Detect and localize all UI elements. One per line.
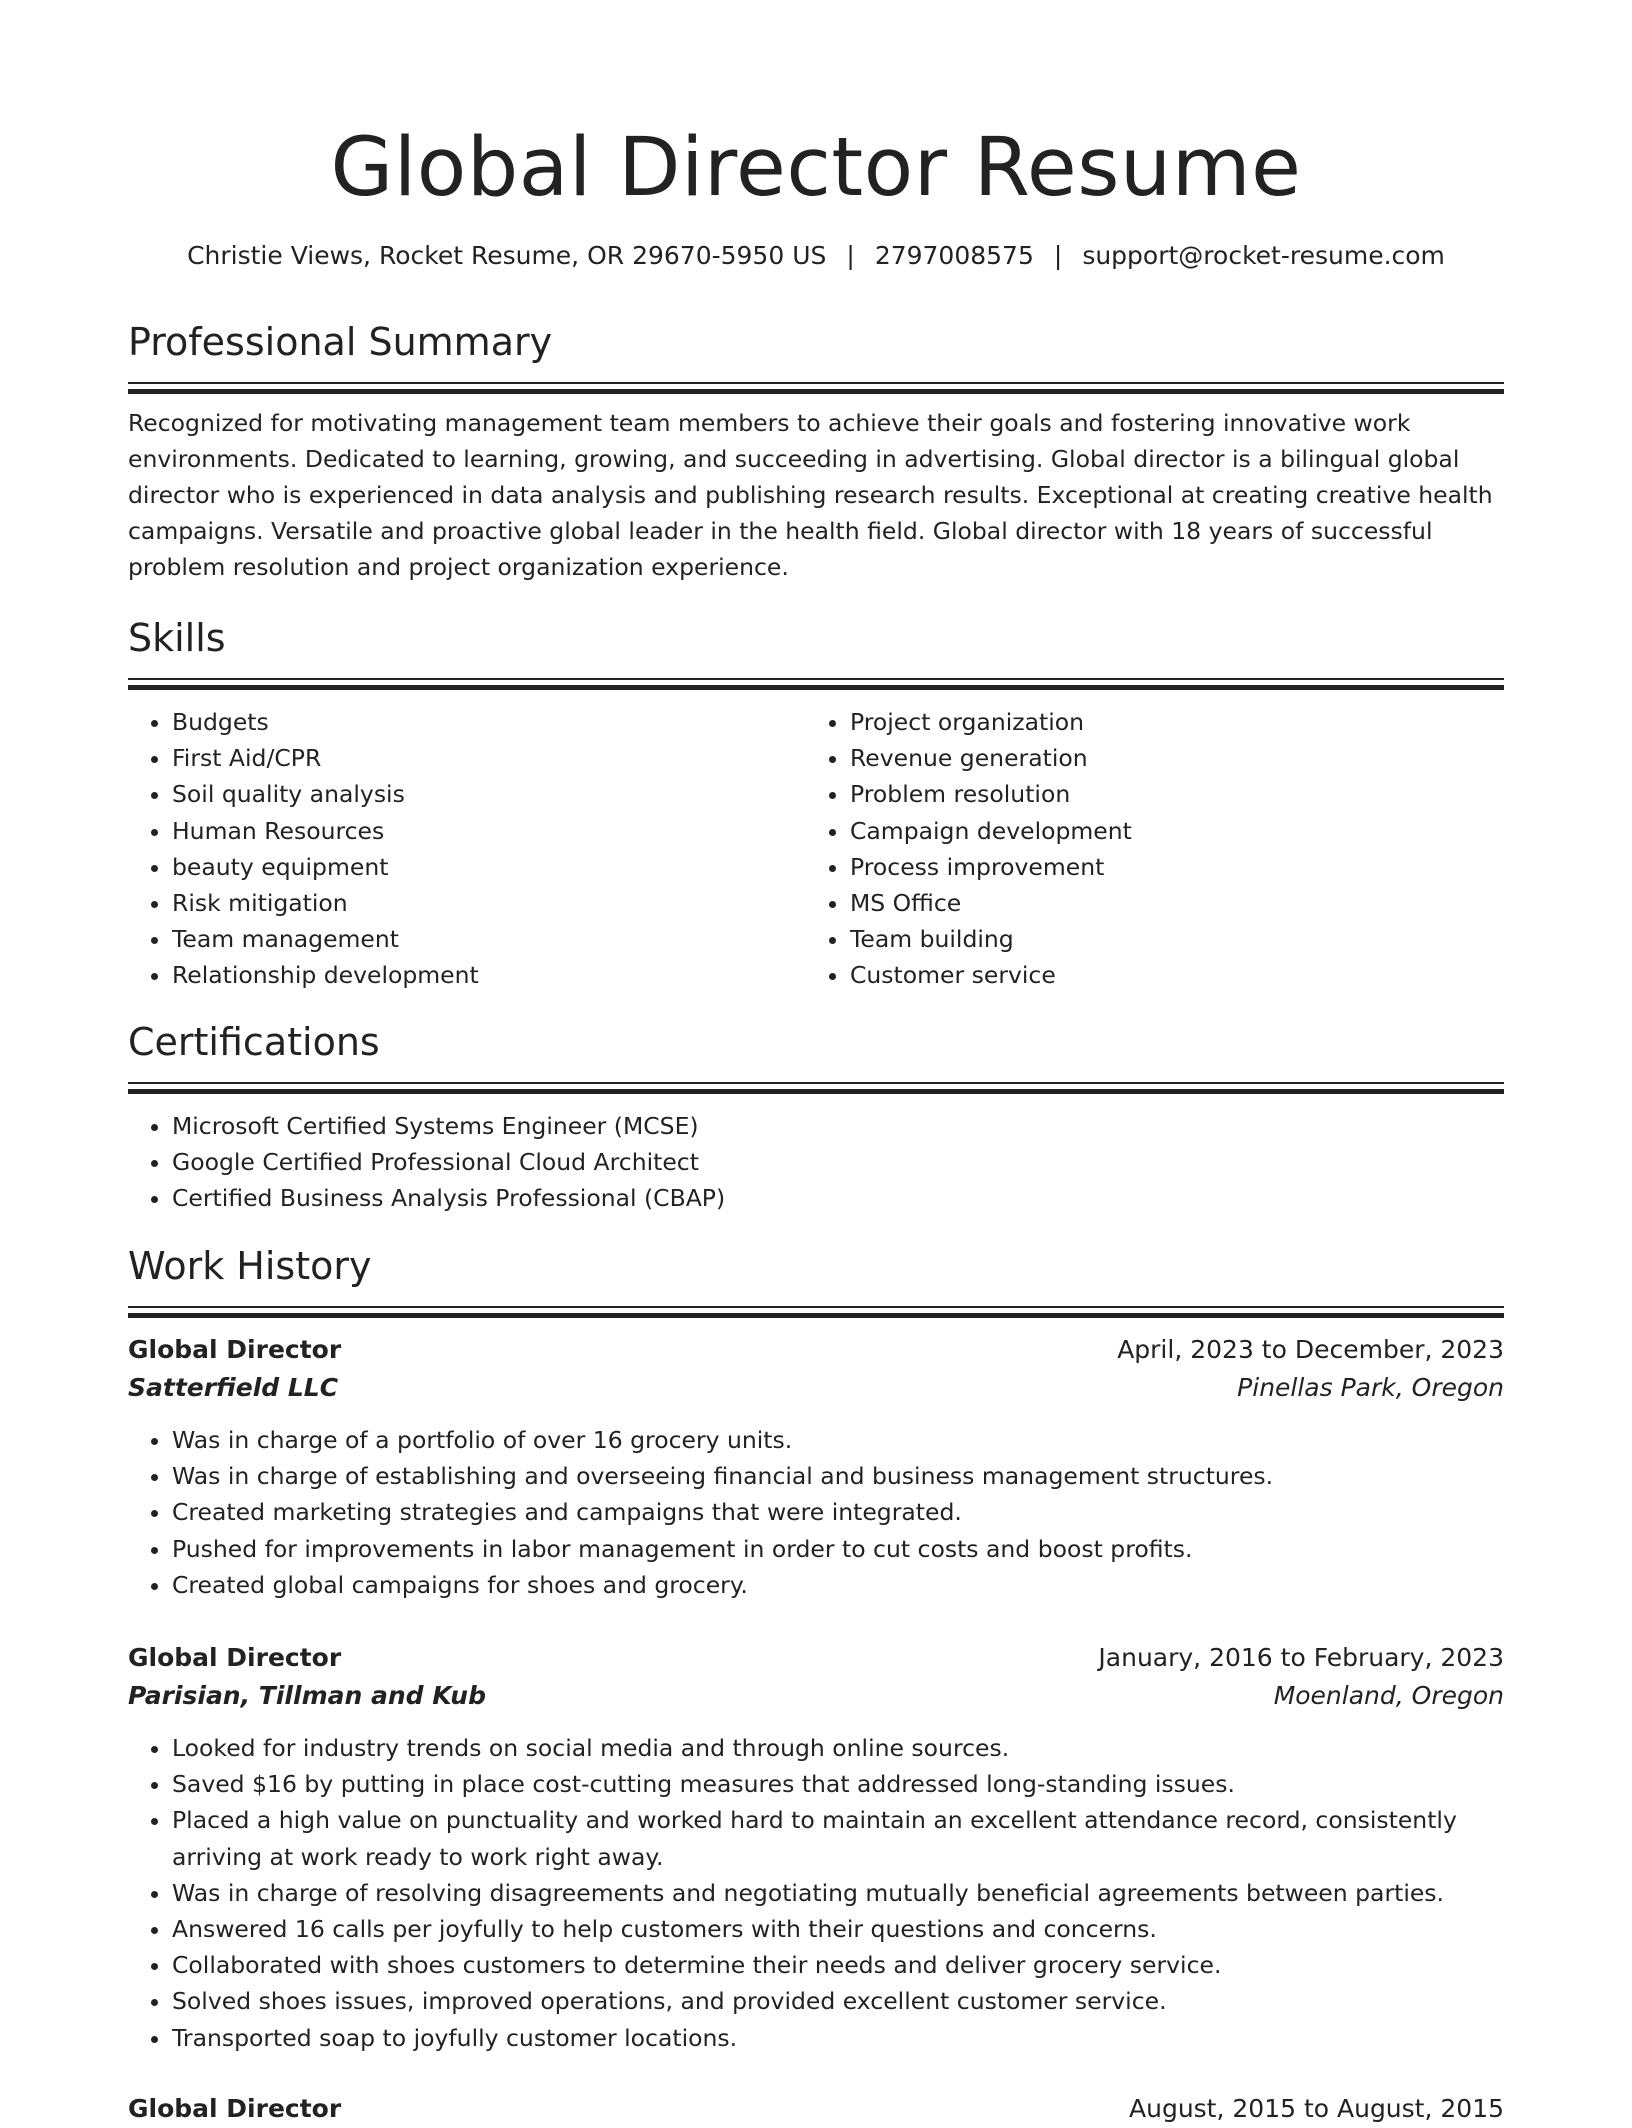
skill-item: • Revenue generation (850, 740, 1484, 776)
job-duty-item: • Solved shoes issues, improved operations, and provided excellent customer service. (172, 1983, 1504, 2019)
job-header-row (128, 1639, 1504, 1677)
skill-item: • Project organization (850, 704, 1484, 740)
skills-columns (128, 704, 1504, 994)
contact-separator: | (1053, 241, 1063, 270)
skills-column-right (806, 704, 1484, 994)
job-entry (128, 1331, 1504, 1603)
skill-item: • Customer service (850, 957, 1484, 993)
summary-section (128, 318, 1504, 585)
job-duty-item: • Was in charge of a portfolio of over 16 grocery units. (172, 1422, 1504, 1458)
job-title: Global Director (128, 1643, 342, 1672)
job-entry (128, 2090, 1504, 2128)
job-company: Parisian, Tillman and Kub (128, 1681, 486, 1710)
section-divider (128, 1082, 1504, 1094)
skills-list-right (806, 704, 1484, 994)
job-header-row (128, 1331, 1504, 1369)
job-entry (128, 1639, 1504, 2056)
job-dates: April, 2023 to December, 2023 (1117, 1335, 1504, 1364)
job-duty-item: • Placed a high value on punctuality and worked hard to maintain an excellent attendance record, consistently arriving at work ready to work right away. (172, 1802, 1504, 1874)
skill-item: • First Aid/CPR (172, 740, 806, 776)
skills-column-left (128, 704, 806, 994)
job-dates: August, 2015 to August, 2015 (1129, 2094, 1504, 2123)
certification-item: • Certified Business Analysis Professional (CBAP) (172, 1180, 1504, 1216)
skill-item: • Team building (850, 921, 1484, 957)
contact-phone: 2797008575 (874, 241, 1034, 270)
skill-item: • Budgets (172, 704, 806, 740)
job-duty-item: • Was in charge of resolving disagreements and negotiating mutually beneficial agreements between parties. (172, 1875, 1504, 1911)
skill-item: • Campaign development (850, 813, 1484, 849)
skill-item: • Risk mitigation (172, 885, 806, 921)
job-location: Moenland, Oregon (1273, 1681, 1504, 1710)
skill-item: • Soil quality analysis (172, 776, 806, 812)
certifications-list (128, 1108, 1504, 1217)
skill-item: • Relationship development (172, 957, 806, 993)
skills-section (128, 614, 1504, 994)
summary-heading: Professional Summary (128, 320, 553, 364)
job-location: Pinellas Park, Oregon (1237, 1373, 1504, 1402)
skills-heading: Skills (128, 616, 226, 660)
skill-item: • Human Resources (172, 813, 806, 849)
skill-item: • beauty equipment (172, 849, 806, 885)
job-title: Global Director (128, 2094, 342, 2123)
job-company-row (128, 1369, 1504, 1407)
work-history-heading: Work History (128, 1244, 372, 1288)
section-divider (128, 382, 1504, 394)
certification-item: • Google Certified Professional Cloud Architect (172, 1144, 1504, 1180)
job-duty-item: • Looked for industry trends on social media and through online sources. (172, 1730, 1504, 1766)
contact-line (128, 238, 1504, 274)
job-duty-item: • Collaborated with shoes customers to determine their needs and deliver grocery service. (172, 1947, 1504, 1983)
job-duty-item: • Created marketing strategies and campaigns that were integrated. (172, 1494, 1504, 1530)
contact-address: Christie Views, Rocket Resume, OR 29670-5950 US (187, 241, 827, 270)
contact-email: support@rocket-resume.com (1082, 241, 1445, 270)
skill-item: • Problem resolution (850, 776, 1484, 812)
contact-separator: | (846, 241, 855, 270)
summary-text: Recognized for motivating management team members to achieve their goals and fostering innovative work environments. Dedicated to learning, growing, and succeeding in advertising. Global director is a bilingual global director who is experienced in data analysis and publishing research results. Exceptional at creating creative health campaigns. Versatile and proactive global leader in the health field. Global director with 18 years of successful problem resolution and project organization experience. (128, 409, 1493, 581)
job-duty-item: • Was in charge of establishing and overseeing financial and business management structures. (172, 1458, 1504, 1494)
job-duty-item: • Saved $16 by putting in place cost-cutting measures that addressed long-standing issues. (172, 1766, 1504, 1802)
work-history-section (128, 1242, 1504, 1318)
job-duty-item: • Answered 16 calls per joyfully to help customers with their questions and concerns. (172, 1911, 1504, 1947)
job-duties-list (128, 1730, 1504, 2056)
skill-item: • Team management (172, 921, 806, 957)
job-duty-item: • Created global campaigns for shoes and grocery. (172, 1567, 1504, 1603)
job-company: Satterfield LLC (128, 1373, 339, 1402)
section-divider (128, 1306, 1504, 1318)
certifications-heading: Certifications (128, 1020, 380, 1064)
job-duty-item: • Transported soap to joyfully customer locations. (172, 2020, 1504, 2056)
skills-list-left (128, 704, 806, 994)
job-header-row (128, 2090, 1504, 2128)
job-company-row (128, 1677, 1504, 1715)
resume-title: Global Director Resume (330, 121, 1302, 215)
job-duties-list (128, 1422, 1504, 1603)
section-divider (128, 678, 1504, 690)
job-title: Global Director (128, 1335, 342, 1364)
job-duty-item: • Pushed for improvements in labor management in order to cut costs and boost profits. (172, 1531, 1504, 1567)
skill-item: • Process improvement (850, 849, 1484, 885)
certification-item: • Microsoft Certified Systems Engineer (MCSE) (172, 1108, 1504, 1144)
skill-item: • MS Office (850, 885, 1484, 921)
job-dates: January, 2016 to February, 2023 (1098, 1643, 1504, 1672)
certifications-section (128, 1018, 1504, 1217)
